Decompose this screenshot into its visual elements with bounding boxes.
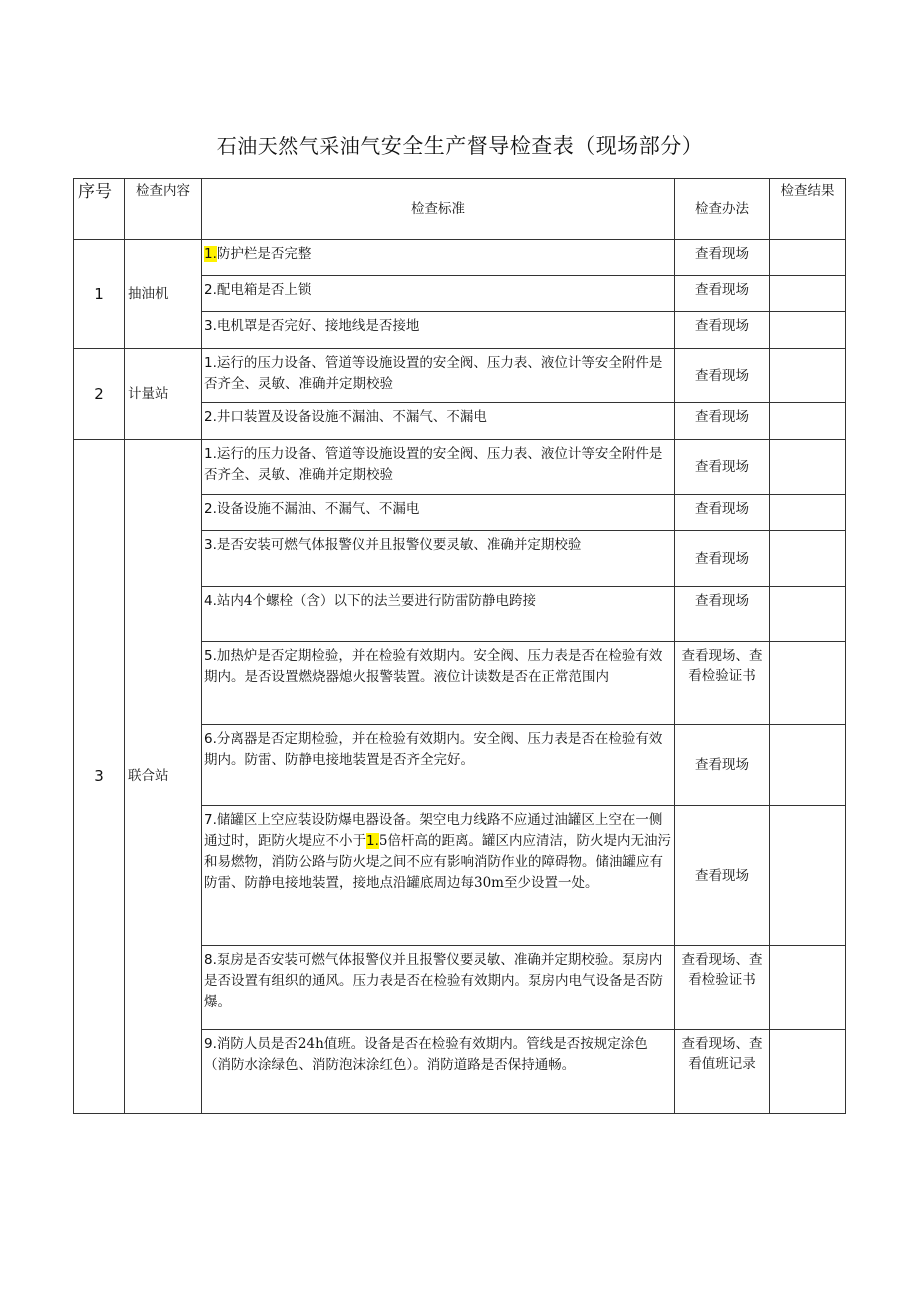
header-result: 检查结果 bbox=[770, 179, 846, 240]
item-number: 4. bbox=[204, 593, 217, 609]
item-number: 2. bbox=[204, 501, 217, 517]
item-number: 2. bbox=[204, 409, 217, 425]
standard-cell bbox=[202, 642, 675, 725]
result-cell bbox=[770, 276, 846, 312]
standard-cell bbox=[202, 587, 675, 642]
standard-text: 井口装置及设备设施不漏油、不漏气、不漏电 bbox=[216, 409, 487, 425]
method-cell: 查看现场 bbox=[675, 495, 770, 531]
standard-text: 运行的压力设备、管道等设施设置的安全阀、压力表、液位计等安全附件是否齐全、灵敏、准确并定期校验 bbox=[204, 355, 663, 392]
result-cell bbox=[770, 1030, 846, 1114]
item-number: 8. bbox=[204, 952, 217, 968]
result-cell bbox=[770, 240, 846, 276]
result-cell bbox=[770, 495, 846, 531]
page-title bbox=[0, 130, 920, 160]
method-cell: 查看现场 bbox=[675, 806, 770, 946]
item-number: 1. bbox=[204, 355, 217, 371]
item-number: 1. bbox=[204, 246, 217, 262]
standard-cell bbox=[202, 312, 675, 349]
result-cell bbox=[770, 531, 846, 587]
result-cell bbox=[770, 403, 846, 440]
standard-cell bbox=[202, 531, 675, 587]
standard-text-a: 储罐区上空应装设防爆电器设备。架空电力线路不应通过油罐区上空在一侧通过时，距防火堤应不小于 bbox=[204, 812, 663, 849]
standard-cell bbox=[202, 495, 675, 531]
group-seq: 1 bbox=[74, 240, 125, 349]
method-cell: 查看现场 bbox=[675, 312, 770, 349]
standard-text: 电机罩是否完好、接地线是否接地 bbox=[216, 318, 420, 334]
result-cell bbox=[770, 440, 846, 495]
group-item: 计量站 bbox=[125, 349, 202, 440]
title-part1: 石油天然气采油气 bbox=[216, 134, 381, 158]
table-row bbox=[74, 240, 846, 276]
header-standard: 检查标准 bbox=[202, 179, 675, 240]
method-cell: 查看现场、查看检验证书 bbox=[675, 642, 770, 725]
item-number: 2. bbox=[204, 282, 217, 298]
standard-text: 设备设施不漏油、不漏气、不漏电 bbox=[216, 501, 420, 517]
table-row bbox=[74, 349, 846, 403]
method-cell: 查看现场 bbox=[675, 276, 770, 312]
method-cell: 查看现场 bbox=[675, 240, 770, 276]
header-row bbox=[74, 179, 846, 240]
standard-cell bbox=[202, 240, 675, 276]
item-number: 3. bbox=[204, 537, 217, 553]
item-number: 1. bbox=[204, 446, 217, 462]
method-cell: 查看现场 bbox=[675, 531, 770, 587]
result-cell bbox=[770, 587, 846, 642]
result-cell bbox=[770, 349, 846, 403]
standard-cell bbox=[202, 806, 675, 946]
item-number: 6. bbox=[204, 731, 217, 747]
result-cell bbox=[770, 946, 846, 1030]
standard-text: 配电箱是否上锁 bbox=[216, 282, 312, 298]
highlighted-number: 1. bbox=[366, 833, 379, 849]
header-method: 检查办法 bbox=[675, 179, 770, 240]
standard-text: 泵房是否安装可燃气体报警仪并且报警仪要灵敏、准确并定期校验。泵房内是否设置有组织的通风。压力表是否在检验有效期内。泵房内电气设备是否防爆。 bbox=[204, 952, 663, 1010]
standard-text: 防护栏是否完整 bbox=[216, 246, 312, 262]
standard-text: 站内4个螺栓（含）以下的法兰要进行防雷防静电跨接 bbox=[216, 593, 536, 609]
standard-cell bbox=[202, 276, 675, 312]
standard-cell bbox=[202, 1030, 675, 1114]
header-seq: 序号 bbox=[74, 179, 125, 240]
item-number: 3. bbox=[204, 318, 217, 334]
standard-cell bbox=[202, 403, 675, 440]
method-cell: 查看现场 bbox=[675, 725, 770, 806]
group-seq: 3 bbox=[74, 440, 125, 1114]
header-item: 检查内容 bbox=[125, 179, 202, 240]
method-cell: 查看现场 bbox=[675, 403, 770, 440]
standard-cell bbox=[202, 725, 675, 806]
standard-text-b: 5倍杆高的距离。罐区内应清洁，防火堤内无油污和易燃物，消防公路与防火堤之间不应有影响消防作业的障碍物。储油罐应有防雷、防静电接地装置，接地点沿罐底周边每30m至少设置一处。 bbox=[204, 833, 671, 891]
result-cell bbox=[770, 806, 846, 946]
method-cell: 查看现场 bbox=[675, 349, 770, 403]
standard-cell bbox=[202, 349, 675, 403]
item-number: 9. bbox=[204, 1036, 217, 1052]
item-number: 7. bbox=[204, 812, 217, 828]
method-cell: 查看现场 bbox=[675, 587, 770, 642]
standard-cell bbox=[202, 946, 675, 1030]
standard-cell bbox=[202, 440, 675, 495]
standard-text: 消防人员是否24h值班。设备是否在检验有效期内。管线是否按规定涂色（消防水涂绿色、消防泡沫涂红色）。消防道路是否保持通畅。 bbox=[204, 1036, 648, 1073]
group-item: 联合站 bbox=[125, 440, 202, 1114]
title-part2: 安全生产督导检查表（现场部分） bbox=[380, 134, 704, 158]
method-cell: 查看现场、查看检验证书 bbox=[675, 946, 770, 1030]
standard-text: 加热炉是否定期检验，并在检验有效期内。安全阀、压力表是否在检验有效期内。是否设置燃烧器熄火报警装置。液位计读数是否在正常范围内 bbox=[204, 648, 663, 685]
standard-text: 是否安装可燃气体报警仪并且报警仪要灵敏、准确并定期校验 bbox=[216, 537, 582, 553]
standard-text: 分离器是否定期检验，并在检验有效期内。安全阀、压力表是否在检验有效期内。防雷、防静电接地装置是否齐全完好。 bbox=[204, 731, 663, 768]
group-seq: 2 bbox=[74, 349, 125, 440]
group-item: 抽油机 bbox=[125, 240, 202, 349]
item-number: 5. bbox=[204, 648, 217, 664]
result-cell bbox=[770, 725, 846, 806]
inspection-table bbox=[73, 178, 846, 1114]
standard-text: 运行的压力设备、管道等设施设置的安全阀、压力表、液位计等安全附件是否齐全、灵敏、准确并定期校验 bbox=[204, 446, 663, 483]
method-cell: 查看现场、查看值班记录 bbox=[675, 1030, 770, 1114]
table-row bbox=[74, 440, 846, 495]
method-cell: 查看现场 bbox=[675, 440, 770, 495]
result-cell bbox=[770, 312, 846, 349]
result-cell bbox=[770, 642, 846, 725]
